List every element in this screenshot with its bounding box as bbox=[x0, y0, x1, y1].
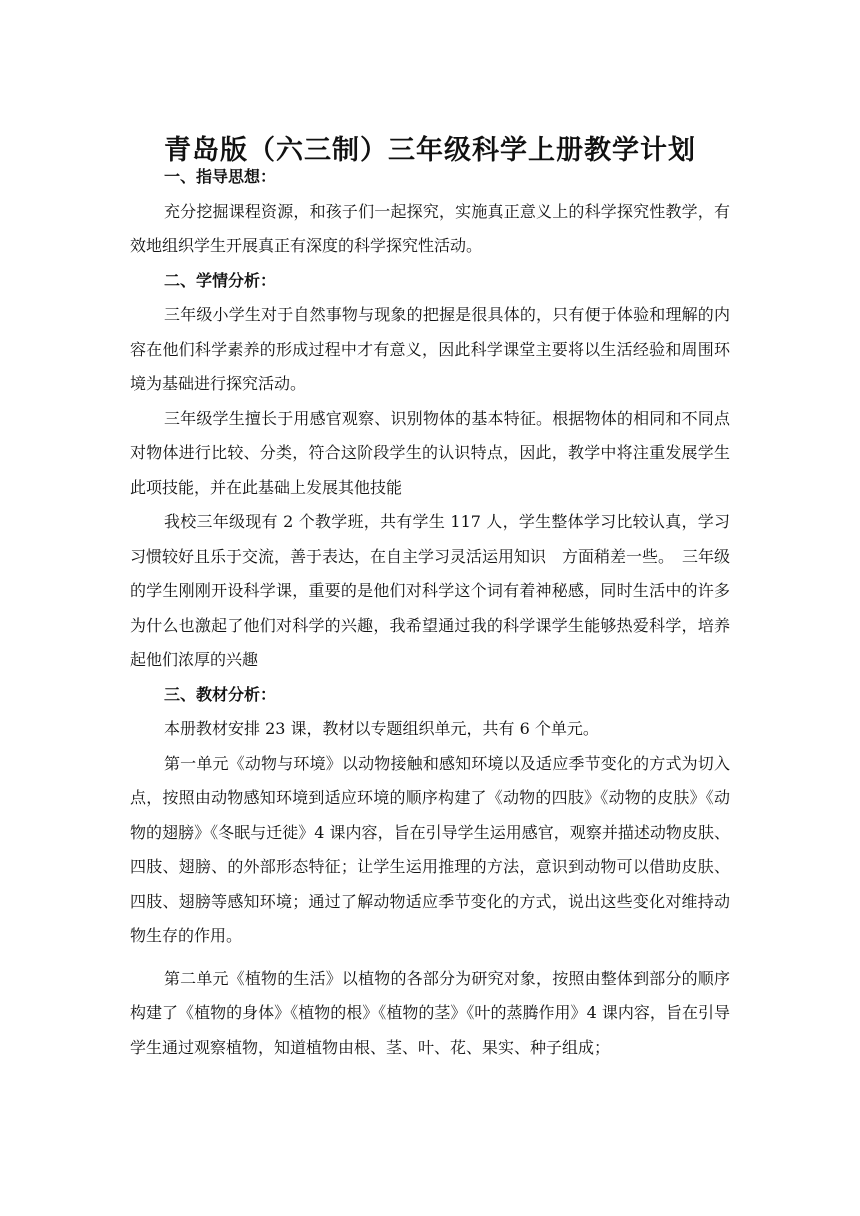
document-body bbox=[130, 160, 730, 1065]
section-heading-textbook-analysis: 三、教材分析： bbox=[164, 684, 277, 704]
paragraph: 本册教材安排 23 课，教材以专题组织单元，共有 6 个单元。 bbox=[164, 719, 599, 738]
paragraph: 充分挖掘课程资源，和孩子们一起探究，实施真正意义上的科学探究性教学，有效地组织学生开展真正有深度的科学探究性活动。 bbox=[130, 201, 730, 255]
section-heading-guiding-ideology: 一、指导思想： bbox=[164, 167, 277, 186]
page-title: 青岛版（六三制）三年级科学上册教学计划 bbox=[164, 135, 696, 167]
paragraph: 第一单元《动物与环境》以动物接触和感知环境以及适应季节变化的方式为切入点，按照由动物感知环境到适应环境的顺序构建了《动物的四肢》《动物的皮肤》《动物的翅膀》《冬眠与迁徙》4 课内容，旨在引导学生运用感官，观察并描述动物皮肤、四肢、翅膀、的外部形态特征；让学生运用推理的方法，意识到动物可以借助皮肤、四肢、翅膀等感知环境；通过了解动物适应季节变化的方式，说出这些变化对维持动物生存的作用。 bbox=[130, 753, 730, 945]
section-heading-student-analysis: 二、学情分析： bbox=[164, 270, 277, 290]
paragraph: 第二单元《植物的生活》以植物的各部分为研究对象，按照由整体到部分的顺序构建了《植物的身体》《植物的根》《植物的茎》《叶的蒸腾作用》4 课内容，旨在引导学生通过观察植物，知道植物由根、茎、叶、花、果实、种子组成； bbox=[130, 968, 730, 1057]
paragraph: 三年级学生擅长于用感官观察、识别物体的基本特征。根据物体的相同和不同点对物体进行比较、分类，符合这阶段学生的认识特点，因此，教学中将注重发展学生此项技能，并在此基础上发展其他技能 bbox=[130, 408, 730, 497]
paragraph: 三年级小学生对于自然事物与现象的把握是很具体的，只有便于体验和理解的内容在他们科学素养的形成过程中才有意义，因此科学课堂主要将以生活经验和周围环境为基础进行探究活动。 bbox=[130, 305, 730, 393]
paragraph: 我校三年级现有 2 个教学班，共有学生 117 人，学生整体学习比较认真，学习习惯较好且乐于交流，善于表达，在自主学习灵活运用知识 方面稍差一些。 三年级的学生刚刚开设科学课，重要的是他们对科学这个词有着神秘感，同时生活中的许多为什么也激起了他们对科学的兴趣，我希望通过我的科学课学生能够热爱科学，培养起他们浓厚的兴趣 bbox=[130, 512, 731, 669]
